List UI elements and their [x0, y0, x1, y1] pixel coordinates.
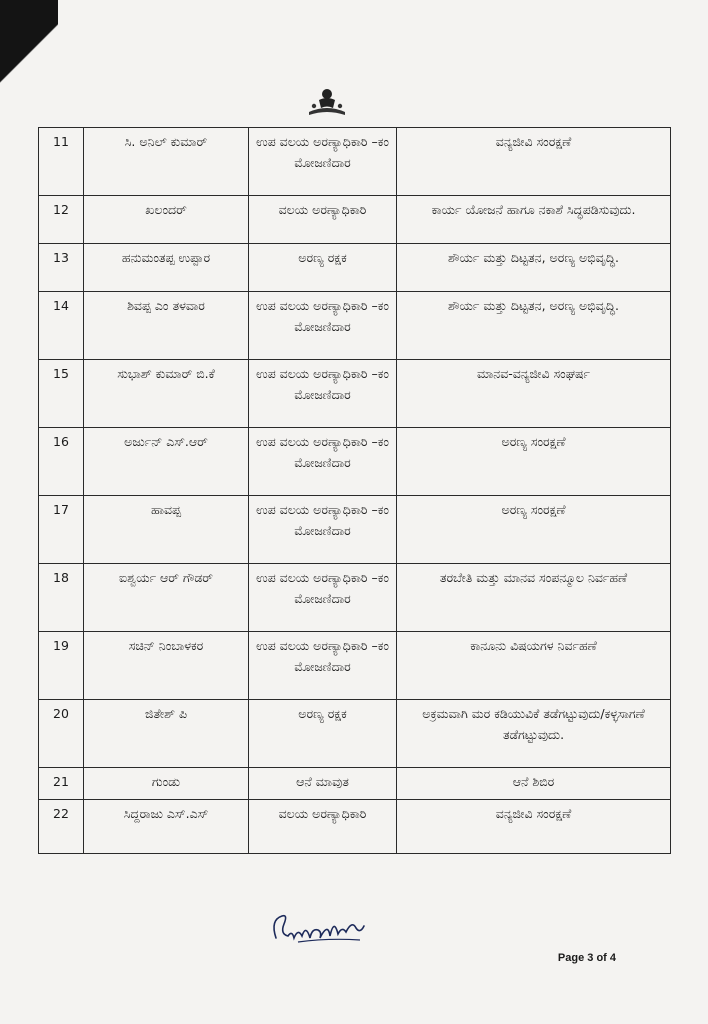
staff-designation: ವಲಯ ಅರಣ್ಯಾಧಿಕಾರಿ	[249, 196, 397, 244]
row-number: 18	[39, 564, 84, 632]
table-row	[39, 700, 671, 768]
staff-name: ಸಿ. ಅನಿಲ್ ಕುಮಾರ್	[84, 128, 249, 196]
row-number: 20	[39, 700, 84, 768]
page-number: Page 3 of 4	[557, 952, 616, 964]
table-row	[39, 800, 671, 854]
assigned-work: ವನ್ಯಜೀವಿ ಸಂರಕ್ಷಣೆ	[397, 128, 671, 196]
staff-name: ಗುಂಡು	[84, 768, 249, 800]
row-number: 15	[39, 360, 84, 428]
assigned-work: ಶೌರ್ಯ ಮತ್ತು ದಿಟ್ಟತನ, ಅರಣ್ಯ ಅಭಿವೃದ್ಧಿ.	[397, 244, 671, 292]
staff-designation: ಉಪ ವಲಯ ಅರಣ್ಯಾಧಿಕಾರಿ –ಕಂ ಮೋಜಣಿದಾರ	[249, 128, 397, 196]
staff-designation: ಉಪ ವಲಯ ಅರಣ್ಯಾಧಿಕಾರಿ –ಕಂ ಮೋಜಣಿದಾರ	[249, 428, 397, 496]
staff-name: ಜಿತೇಶ್ ಪಿ	[84, 700, 249, 768]
staff-designation: ಅರಣ್ಯ ರಕ್ಷಕ	[249, 244, 397, 292]
assigned-work: ಅಕ್ರಮವಾಗಿ ಮರ ಕಡಿಯುವಿಕೆ ತಡೆಗಟ್ಟುವುದು/ಕಳ್ಳಸಾಗಣೆ ತಡೆಗಟ್ಟುವುದು.	[397, 700, 671, 768]
emblem-icon	[305, 86, 349, 120]
staff-designation: ಉಪ ವಲಯ ಅರಣ್ಯಾಧಿಕಾರಿ –ಕಂ ಮೋಜಣಿದಾರ	[249, 292, 397, 360]
row-number: 21	[39, 768, 84, 800]
assigned-work: ಶೌರ್ಯ ಮತ್ತು ದಿಟ್ಟತನ, ಅರಣ್ಯ ಅಭಿವೃದ್ಧಿ.	[397, 292, 671, 360]
assigned-work: ಆನೆ ಶಿಬಿರ	[397, 768, 671, 800]
assigned-work: ಅರಣ್ಯ ಸಂರಕ್ಷಣೆ	[397, 496, 671, 564]
staff-name: ಶಿವಪ್ಪ ಎಂ ತಳವಾರ	[84, 292, 249, 360]
table-row	[39, 292, 671, 360]
table-row	[39, 360, 671, 428]
assigned-work: ಮಾನವ-ವನ್ಯಜೀವಿ ಸಂಘರ್ಷ	[397, 360, 671, 428]
row-number: 13	[39, 244, 84, 292]
assigned-work: ಕಾನೂನು ವಿಷಯಗಳ ನಿರ್ವಹಣೆ	[397, 632, 671, 700]
table-row	[39, 128, 671, 196]
staff-name: ಹನುಮಂತಪ್ಪ ಉಪ್ಪಾರ	[84, 244, 249, 292]
assigned-work: ಅರಣ್ಯ ಸಂರಕ್ಷಣೆ	[397, 428, 671, 496]
staff-name: ಖಲಂದರ್	[84, 196, 249, 244]
table-row	[39, 632, 671, 700]
staff-name: ಸುಭಾಶ್ ಕುಮಾರ್ ಬಿ.ಕೆ	[84, 360, 249, 428]
table-row	[39, 496, 671, 564]
staff-name: ಹಾವಪ್ಪ	[84, 496, 249, 564]
staff-designation: ಆನೆ ಮಾವುತ	[249, 768, 397, 800]
staff-name: ಸಿದ್ದರಾಜು ಎಸ್.ಎಸ್	[84, 800, 249, 854]
row-number: 14	[39, 292, 84, 360]
row-number: 16	[39, 428, 84, 496]
row-number: 12	[39, 196, 84, 244]
assigned-work: ತರಬೇತಿ ಮತ್ತು ಮಾನವ ಸಂಪನ್ಮೂಲ ನಿರ್ವಹಣೆ	[397, 564, 671, 632]
staff-assignment-table	[38, 127, 671, 854]
staff-designation: ಉಪ ವಲಯ ಅರಣ್ಯಾಧಿಕಾರಿ –ಕಂ ಮೋಜಣಿದಾರ	[249, 360, 397, 428]
row-number: 19	[39, 632, 84, 700]
table-row	[39, 768, 671, 800]
table-row	[39, 196, 671, 244]
assigned-work: ಕಾರ್ಯ ಯೋಜನೆ ಹಾಗೂ ನಕಾಶೆ ಸಿದ್ಧಪಡಿಸುವುದು.	[397, 196, 671, 244]
staff-designation: ವಲಯ ಅರಣ್ಯಾಧಿಕಾರಿ	[249, 800, 397, 854]
table-row	[39, 564, 671, 632]
table-row	[39, 428, 671, 496]
table-row	[39, 244, 671, 292]
staff-designation: ಉಪ ವಲಯ ಅರಣ್ಯಾಧಿಕಾರಿ –ಕಂ ಮೋಜಣಿದಾರ	[249, 564, 397, 632]
row-number: 22	[39, 800, 84, 854]
assigned-work: ವನ್ಯಜೀವಿ ಸಂರಕ್ಷಣೆ	[397, 800, 671, 854]
staff-designation: ಉಪ ವಲಯ ಅರಣ್ಯಾಧಿಕಾರಿ –ಕಂ ಮೋಜಣಿದಾರ	[249, 632, 397, 700]
row-number: 11	[39, 128, 84, 196]
staff-designation: ಉಪ ವಲಯ ಅರಣ್ಯಾಧಿಕಾರಿ –ಕಂ ಮೋಜಣಿದಾರ	[249, 496, 397, 564]
staff-name: ಸಚಿನ್ ನಿಂಬಾಳಕರ	[84, 632, 249, 700]
staff-designation: ಅರಣ್ಯ ರಕ್ಷಕ	[249, 700, 397, 768]
staff-name: ಐಶ್ವರ್ಯ ಆರ್ ಗೌಡರ್	[84, 564, 249, 632]
signature	[268, 908, 368, 948]
staff-name: ಅರ್ಜುನ್ ಎಸ್.ಆರ್	[84, 428, 249, 496]
scan-corner-shadow	[0, 0, 58, 112]
row-number: 17	[39, 496, 84, 564]
